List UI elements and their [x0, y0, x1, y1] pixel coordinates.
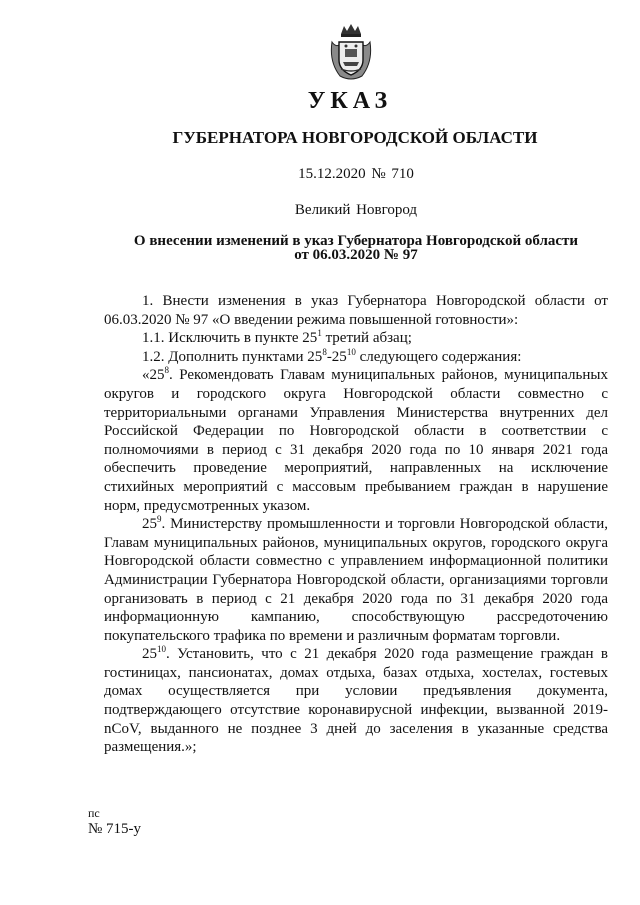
footer-doc-number: № 715-у [88, 821, 142, 837]
paragraph-25-9: $25^9$. Министерству промышленности и торговли Новгородской области, Главам муниципальных районов, муниципальных округов, городского округа Новгородской области совместно с управлением информационной политики Администрации Губернатора Новгородской области, организациями торговли организовать в период с 21 декабря 2020 года по 31 декабря 2020 года информационную кампанию, способствующую рассредоточению покупательского трафика по времени и различным форматам торговли. [104, 514, 608, 644]
heading-line-2: от 06.03.2020 № 97 [294, 247, 418, 263]
paragraph-25-10: $25^{10}$. Установить, что с 21 декабря 2020 года размещение граждан в гостиницах, пансионатах, домах отдыха, базах отдыха, хостелах, гостевых домах осуществляется при условии предъявления документа, подтверждающего отсутствие коронавирусной инфекции, вызванной 2019-nCoV, выданного не позднее 3 дней до заселения в указанные средства размещения.»; [104, 644, 608, 756]
footer-initials: пс [88, 806, 100, 820]
number-sign: № [371, 166, 386, 182]
decree-issuer: ГУБЕРНАТОРА НОВГОРОДСКОЙ ОБЛАСТИ [172, 128, 538, 147]
decree-title: УКАЗ [307, 88, 393, 114]
footer [88, 806, 288, 838]
decree-body [104, 292, 608, 757]
paragraph-25-8: «$25^8$. Рекомендовать Главам муниципальных районов, муниципальных округов и городского округа Новгородской области совместно с территориальными органами Управления Министерства внутренних дел Российской Федерации по Новгородской области в соответствии с полномочиями в период с 31 декабря 2020 года по 10 января 2021 года обеспечить проведение мероприятий, направленных на исключение стихийных мероприятий с массовым пребыванием граждан в нарушение норм, предусмотренных указом. [104, 365, 608, 514]
paragraph-1: 1. Внести изменения в указ Губернатора Новгородской области от 06.03.2020 № 97 «О введении режима повышенной готовности»: [104, 293, 608, 328]
decree-heading [0, 234, 640, 262]
city: Великий Новгород [294, 202, 418, 218]
decree-date: 15.12.2020 [298, 166, 366, 182]
paragraph-1-1: 1.1. Исключить в пункте $25^1$ третий абзац; [142, 328, 412, 347]
coat-of-arms-icon [326, 22, 376, 82]
paragraph-1-2: 1.2. Дополнить пунктами $25^8-25^{10}$ следующего содержания: [142, 346, 522, 365]
decree-number: 710 [391, 166, 414, 182]
date-line [0, 166, 640, 183]
heading-line-1: О внесении изменений в указ Губернатора Новгородской области [133, 233, 579, 249]
